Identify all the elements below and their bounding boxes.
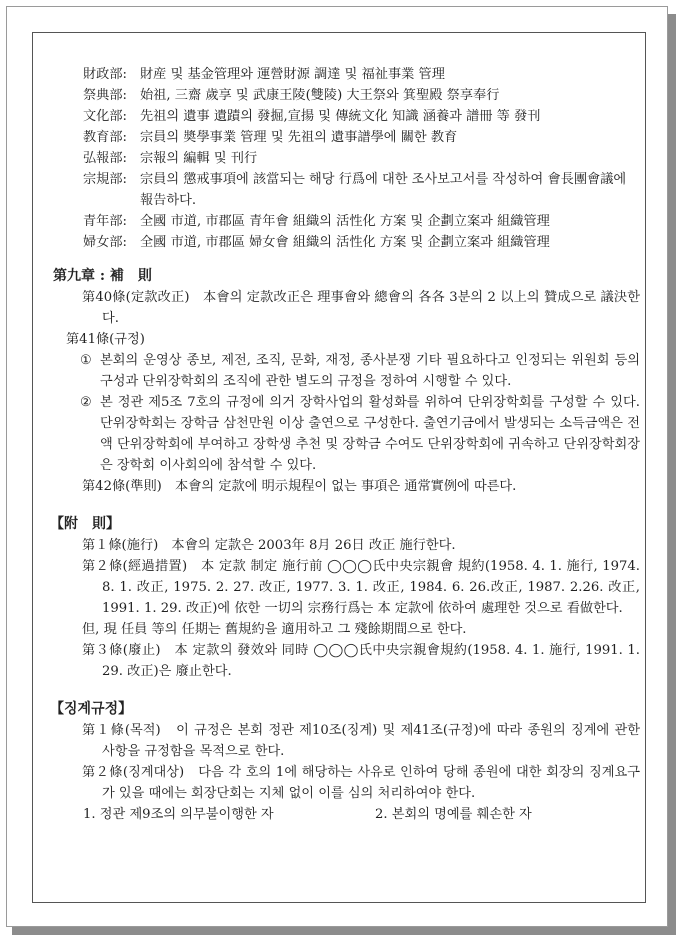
discipline-article-2: 第２條(징계대상) 다음 각 호의 1에 해당하는 사유로 인하여 당해 종원에 대한 회장의 징계요구가 있을 때에는 회장단회는 지체 없이 이를 심의 처리하여야 한다. [82, 765, 640, 801]
department-list [83, 64, 640, 253]
department-row [83, 211, 640, 232]
supplementary-article-2-note: 但, 現 任員 等의 任期는 舊規約을 適用하고 그 殘餘期間으로 한다. [82, 622, 467, 637]
department-row [83, 64, 640, 85]
department-name: 婦女部: [83, 235, 128, 250]
item-text: 본 정관 제5조 7호의 규정에 의거 장학사업의 활성화를 위하여 단위장학회를 구성할 수 있다. 단위장학회는 장학금 삼천만원 이상 출연으로 구성한다. 출연기금에서 발생되는 소득금액은 전액 단위장학회에 부여하고 장학생 추천 및 장학금 수여도 단위장학회에 귀속하고 단위장학회장은 장학회 이사회의에 참석할 수 있다. [100, 395, 640, 473]
supplementary-article-1: 第１條(施行) 本會의 定款은 2003年 8月 26日 改正 施行한다. [82, 538, 456, 553]
department-row [83, 127, 640, 148]
department-name: 教育部: [83, 130, 128, 145]
department-name: 財政部: [83, 67, 128, 82]
department-name: 祭典部: [83, 88, 128, 103]
department-name: 宗規部: [83, 172, 128, 187]
item-text: 본회의 운영상 종보, 제전, 조직, 문화, 재정, 종사분쟁 기타 필요하다고 인정되는 위원회 등의 구성과 단위장학회의 조직에 관한 별도의 규정을 정하여 시행할 수 있다. [100, 353, 640, 389]
supplementary-article-3: 第３條(廢止) 本 定款의 發效와 同時 ◯◯◯氏中央宗親會規約(1958. 4. 1. 施行, 1991. 1. 29. 改正)은 廢止한다. [82, 643, 640, 679]
department-desc: 宗報의 編輯 및 刊行 [140, 151, 258, 166]
department-desc: 全國 市道, 市郡區 青年會 組織의 活性化 方案 및 企劃立案과 組織管理 [140, 214, 550, 229]
department-row [83, 232, 640, 253]
department-row [83, 106, 640, 127]
article-41-heading: 第41條(규정) [66, 332, 145, 347]
item-number: ① [80, 353, 92, 368]
supplementary-title: 【附 則】 [50, 516, 120, 532]
department-name: 青年部: [83, 214, 128, 229]
document-content [50, 64, 640, 825]
department-desc: 先祖의 遺事 遺蹟의 發掘,宣揚 및 傳統文化 知識 涵養과 譜冊 等 發刊 [140, 109, 541, 124]
department-desc: 始祖, 三齋 歲享 및 武康王陵(雙陵) 大王祭와 箕聖殿 祭享奉行 [140, 88, 500, 103]
department-row [83, 85, 640, 106]
department-desc: 宗員의 懲戒事項에 該當되는 해당 行爲에 대한 조사보고서를 작성하여 會長團會議에 報告하다. [140, 172, 627, 208]
article-41-item [80, 392, 640, 476]
department-name: 弘報部: [83, 151, 128, 166]
department-desc: 宗員의 奬學事業 管理 및 先祖의 遺事譜學에 關한 教育 [140, 130, 458, 145]
discipline-item-list [83, 804, 640, 825]
department-name: 文化部: [83, 109, 128, 124]
article-42: 第42條(準則) 本會의 定款에 明示規程이 없는 事項은 通常實例에 따른다. [82, 479, 517, 494]
article-41-item [80, 350, 640, 392]
item-number: ② [80, 395, 92, 410]
discipline-item: 2. 본회의 명예를 훼손한 자 [375, 807, 532, 822]
department-row [83, 169, 640, 211]
department-row [83, 148, 640, 169]
department-desc: 財産 및 基金管理와 運營財源 調達 및 福祉事業 管理 [140, 67, 445, 82]
discipline-title: 【징계규정】 [50, 701, 133, 717]
chapter-title: 第九章 : 補 則 [53, 268, 152, 284]
discipline-item: 1. 정관 제9조의 의무불이행한 자 [83, 807, 274, 822]
department-desc: 全國 市道, 市郡區 婦女會 組織의 活性化 方案 및 企劃立案과 組織管理 [140, 235, 550, 250]
article-40: 第40條(定款改正) 本會의 定款改正은 理事會와 總會의 各各 3분의 2 以上의 贊成으로 議決한다. [82, 290, 640, 326]
supplementary-article-2: 第２條(經過措置) 本 定款 制定 施行前 ◯◯◯氏中央宗親會 規約(1958. 4. 1. 施行, 1974. 8. 1. 改正, 1975. 2. 27. 改正, 1977. 3. 1. 改正, 1984. 6. 26.改正, 1987. 2.26. 改正, 1991. 1. 29. 改正)에 依한 一切의 宗務行爲는 本 定款에 依하여 處理한 것으로 看做한다. [82, 559, 640, 616]
discipline-article-1: 第１條(목적) 이 규정은 본회 정관 제10조(징계) 및 제41조(규정)에 따라 종원의 징계에 관한 사항을 규정함을 목적으로 한다. [82, 723, 640, 759]
